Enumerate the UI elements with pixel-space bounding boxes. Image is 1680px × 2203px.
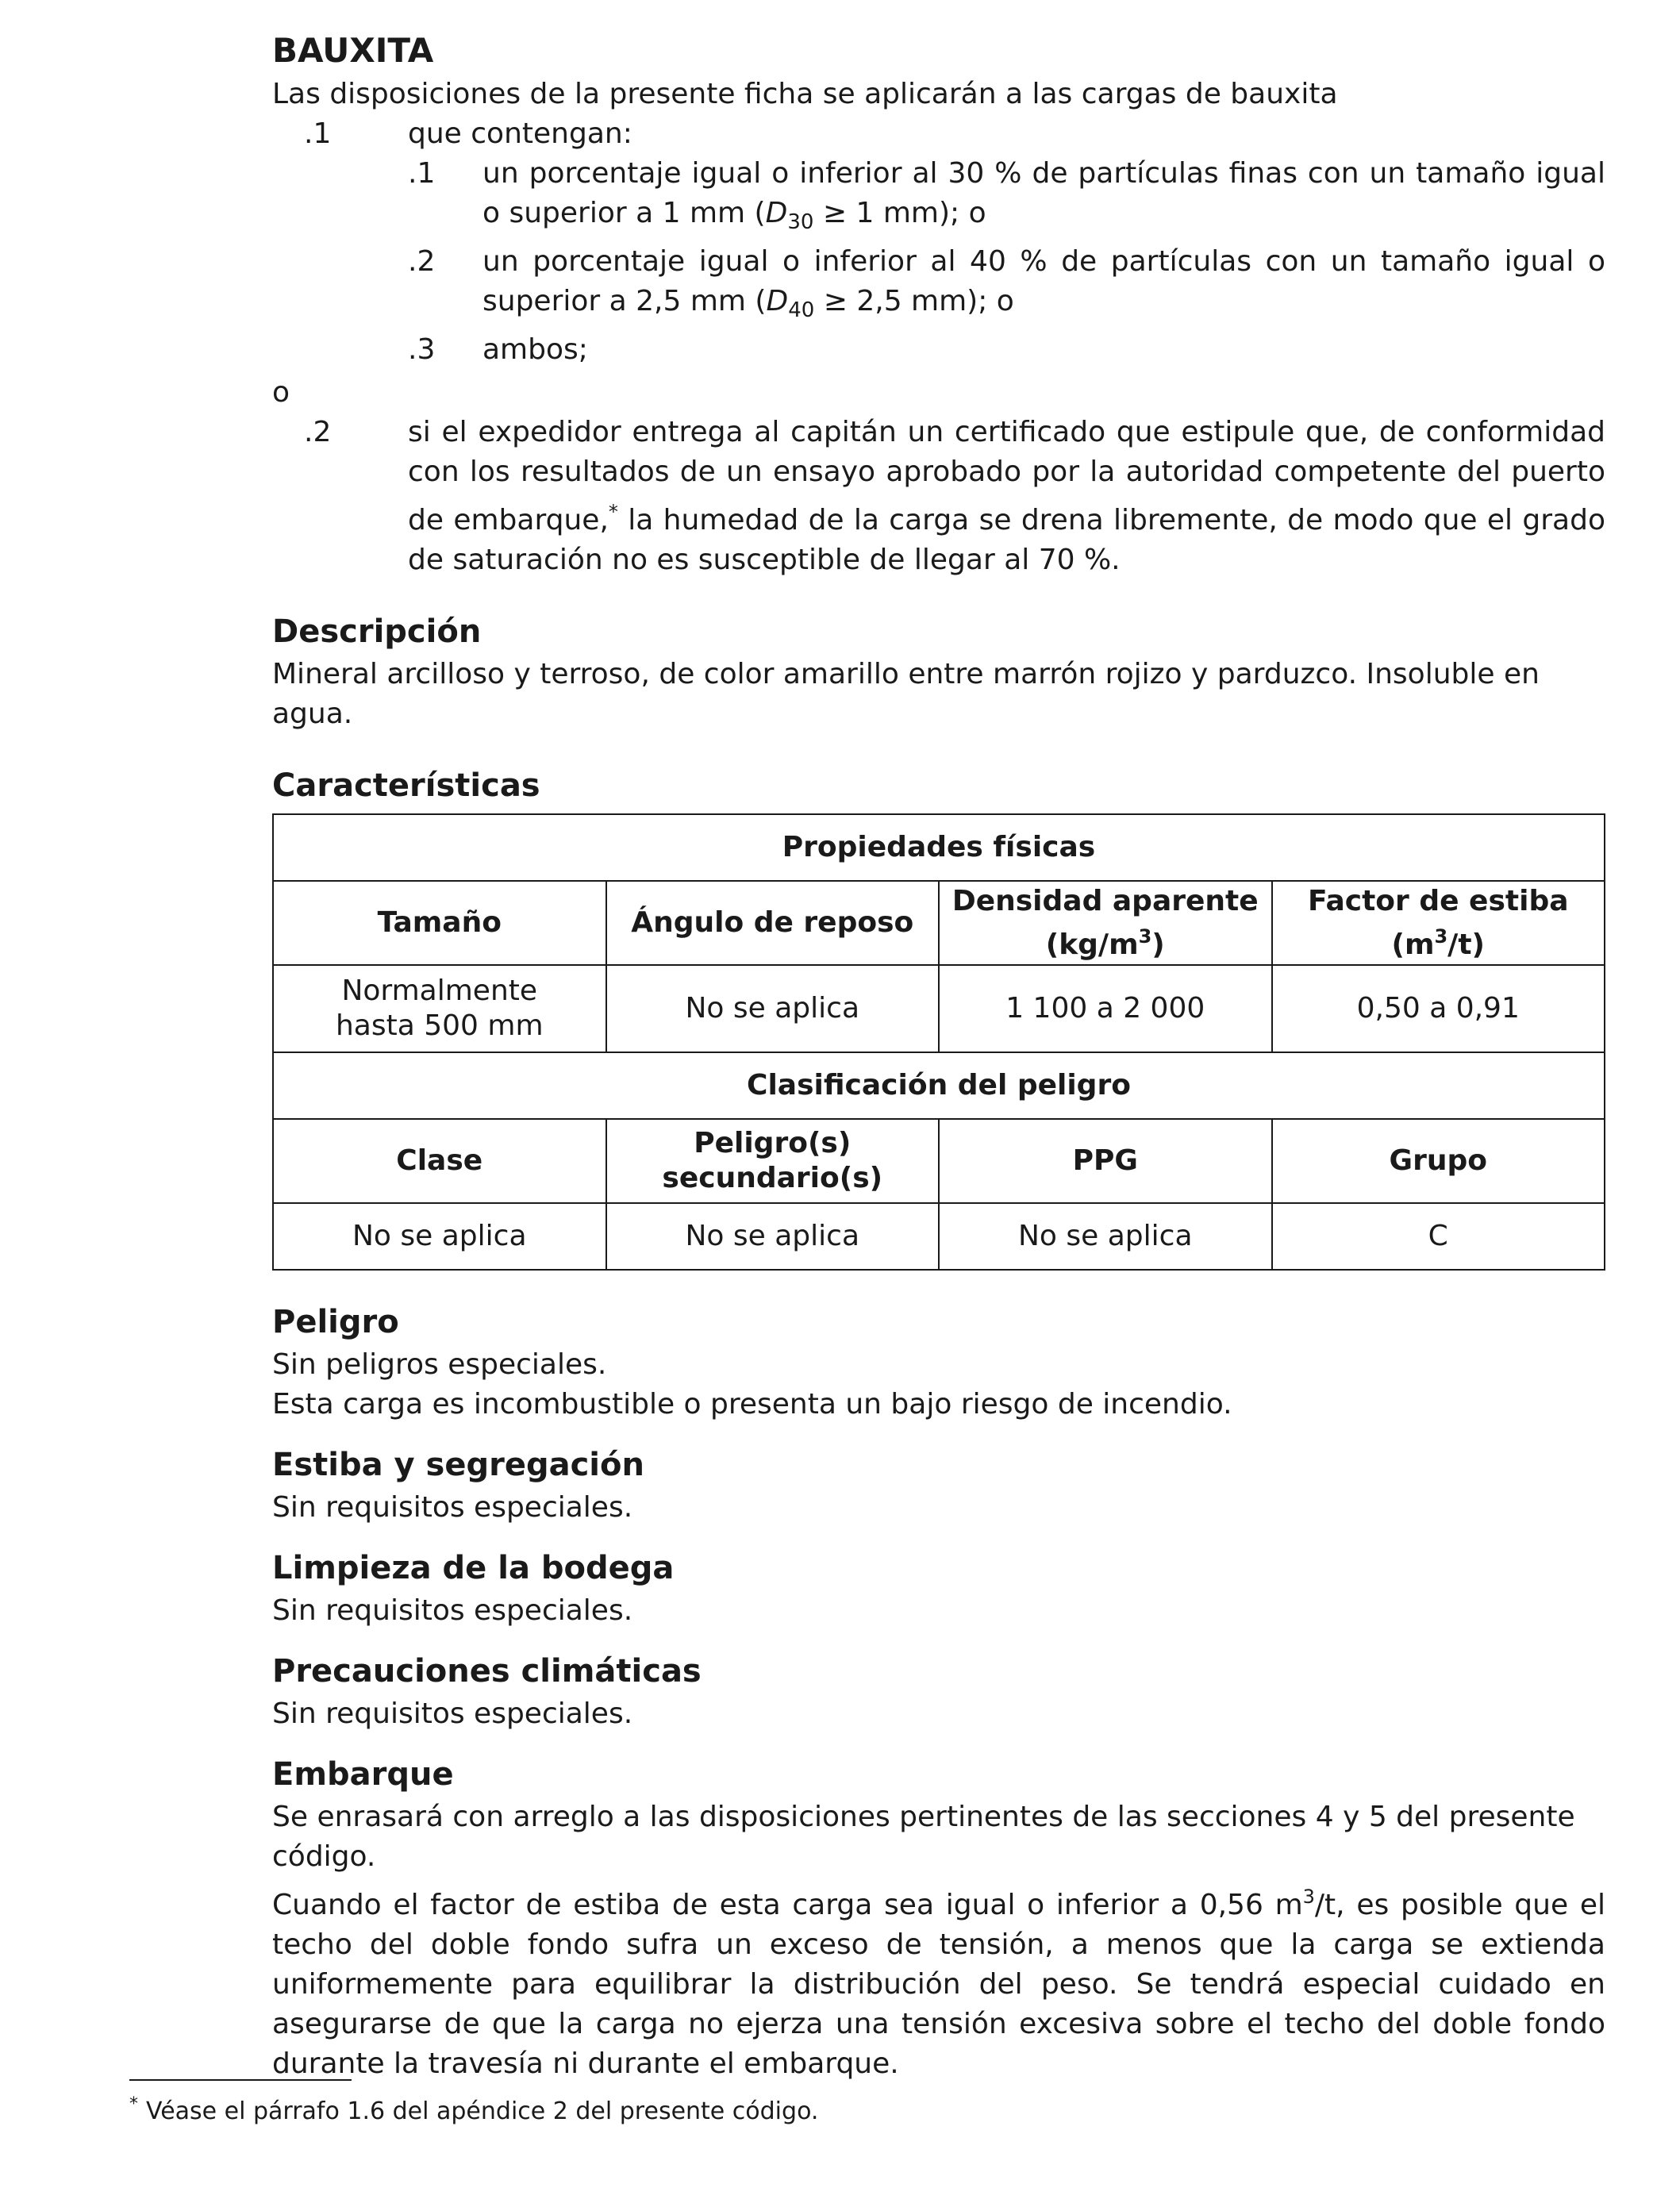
sub-item-text: un porcentaje igual o inferior al 40 % de partículas con un tamaño igual o superior a 2,5 mm ($D_{40} \ge 2,5$ mm); o (482, 245, 1605, 322)
section-heading-embarque: Embarque (272, 1756, 454, 1793)
cell-secondary-hazard: No se aplica (606, 1203, 940, 1270)
limpieza-text: Sin requisitos especiales. (272, 1594, 633, 1627)
table-row (273, 965, 1605, 1052)
header-group: Grupo (1272, 1119, 1605, 1203)
section-heading-descripcion: Descripción (272, 613, 482, 650)
footnote-mark: * (129, 2094, 138, 2114)
footnote-reference[interactable]: * (608, 501, 618, 523)
header-density: Densidad aparente $(kg/m^3)$ (939, 881, 1272, 965)
embarque-line-1: Se enrasará con arreglo a las disposiciones pertinentes de las secciones 4 y 5 del presente código. (272, 1801, 1575, 1873)
cell-size: Normalmente hasta 500 mm (273, 965, 606, 1052)
provision-list (304, 114, 1605, 370)
document-title: BAUXITA (272, 31, 434, 70)
list-item (304, 413, 1605, 580)
or-connector: o (272, 376, 290, 409)
embarque-paragraph: Cuando el factor de estiba de esta carga sea igual o inferior a 0,56 $m^3/t$, es posible que el techo del doble fondo sufra un exceso de tensión, a menos que la carga se extienda uniformemente para equilibrar la distribución del peso. Se tendrá especial cuidado en asegurarse de que la carga no ejerza una tensión excesiva sobre el techo del doble fondo durante la travesía ni durante el embarque. (272, 1886, 1605, 2080)
document-content (272, 27, 1605, 2084)
cell-ppg: No se aplica (939, 1203, 1272, 1270)
section-heading-caracteristicas: Características (272, 767, 540, 804)
section-heading-estiba: Estiba y segregación (272, 1447, 644, 1483)
table-header-row (273, 881, 1605, 965)
list-item (304, 114, 1605, 154)
header-ppg: PPG (939, 1119, 1272, 1203)
item-text: si el expedidor entrega al capitán un certificado que estipule que, de conformidad con los resultados de un ensayo aprobado por la autoridad competente del puerto de embarque,* la humedad de la carga se drena libremente, de modo que el grado de saturación no es susceptible de llegar al 70 %. (408, 416, 1605, 576)
sub-list (408, 154, 1605, 370)
provision-list-2 (304, 413, 1605, 580)
sub-list-item (408, 154, 1605, 242)
estiba-text: Sin requisitos especiales. (272, 1491, 633, 1524)
header-angle: Ángulo de reposo (606, 881, 940, 965)
table-band-row (273, 1052, 1605, 1119)
cell-density: 1 100 a 2 000 (939, 965, 1272, 1052)
table-row (273, 1203, 1605, 1270)
cell-group: C (1272, 1203, 1605, 1270)
header-class: Clase (273, 1119, 606, 1203)
sub-item-text: ambos; (482, 333, 588, 366)
intro-paragraph: Las disposiciones de la presente ficha se aplicarán a las cargas de bauxita (272, 78, 1338, 110)
header-size: Tamaño (273, 881, 606, 965)
cell-stowage: 0,50 a 0,91 (1272, 965, 1605, 1052)
sub-item-number: .1 (408, 157, 436, 190)
table-header-row (273, 1119, 1605, 1203)
cell-angle: No se aplica (606, 965, 940, 1052)
hazard-classification-title: Clasificación del peligro (273, 1052, 1605, 1119)
peligro-line-1: Sin peligros especiales. (272, 1348, 607, 1381)
table-band-row (273, 814, 1605, 881)
sub-item-number: .3 (408, 333, 436, 366)
item-number: .2 (304, 416, 332, 448)
section-heading-peligro: Peligro (272, 1304, 399, 1340)
descripcion-text: Mineral arcilloso y terroso, de color amarillo entre marrón rojizo y parduzco. Insoluble en agua. (272, 658, 1540, 730)
physical-properties-title: Propiedades físicas (273, 814, 1605, 881)
header-stowage: Factor de estiba $(m^3/t)$ (1272, 881, 1605, 965)
characteristics-table (272, 813, 1605, 1271)
footnote-divider (129, 2079, 352, 2081)
section-heading-limpieza: Limpieza de la bodega (272, 1550, 675, 1586)
sub-item-text: un porcentaje igual o inferior al 30 % de partículas finas con un tamaño igual o superior a 1 mm ($D_{30} \ge 1$ mm); o (482, 157, 1605, 234)
item-text: que contengan: (408, 117, 632, 150)
footnote-text: Véase el párrafo 1.6 del apéndice 2 del presente código. (146, 2097, 819, 2125)
sub-list-item (408, 242, 1605, 330)
section-heading-precauciones: Precauciones climáticas (272, 1653, 702, 1690)
header-secondary-hazard: Peligro(s) secundario(s) (606, 1119, 940, 1203)
item-number: .1 (304, 117, 332, 150)
sub-list-item (408, 330, 1605, 370)
footnote (129, 2087, 818, 2129)
sub-item-number: .2 (408, 245, 436, 278)
precauciones-text: Sin requisitos especiales. (272, 1697, 633, 1730)
peligro-line-2: Esta carga es incombustible o presenta un bajo riesgo de incendio. (272, 1388, 1232, 1421)
cell-class: No se aplica (273, 1203, 606, 1270)
